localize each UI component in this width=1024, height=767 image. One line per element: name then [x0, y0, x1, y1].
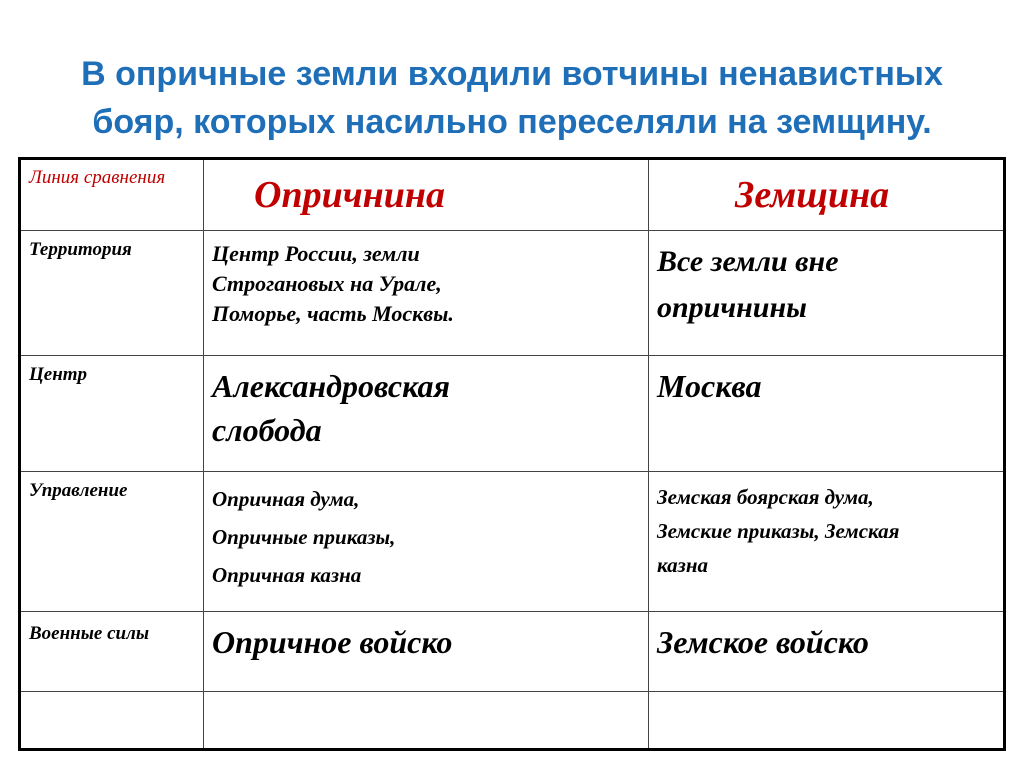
cell-line: казна	[657, 553, 708, 577]
cell-zemshchina	[649, 612, 1005, 692]
row-label: Военные силы	[20, 612, 204, 692]
cell-line: Земские приказы, Земская	[657, 519, 900, 543]
cell-line: Опричная дума,	[212, 487, 360, 511]
cell-oprichnina	[204, 356, 649, 472]
cell-oprichnina	[204, 231, 649, 356]
cell-line: Москва	[657, 368, 762, 404]
cell-line: Центр России, земли	[212, 241, 420, 266]
row-label: Территория	[20, 231, 204, 356]
header-zemshchina: Земщина	[649, 159, 1005, 231]
table-row	[20, 472, 1005, 612]
cell-zemshchina	[649, 692, 1005, 750]
cell-line: Опричное войско	[212, 624, 453, 660]
slide-title	[0, 50, 1024, 146]
cell-line: Земское войско	[657, 624, 869, 660]
cell-oprichnina	[204, 472, 649, 612]
title-line-2: бояр, которых насильно переселяли на земщину.	[92, 103, 932, 141]
cell-line: Поморье, часть Москвы.	[212, 301, 454, 326]
header-comparison-line: Линия сравнения	[20, 159, 204, 231]
table-row-empty	[20, 692, 1005, 750]
cell-zemshchina	[649, 231, 1005, 356]
cell-line: Опричная казна	[212, 563, 362, 587]
comparison-table	[18, 157, 1006, 751]
table-row	[20, 231, 1005, 356]
header-row	[20, 159, 1005, 231]
table-row	[20, 356, 1005, 472]
header-oprichnina: Опричнина	[204, 159, 649, 231]
title-line-1: В опричные земли входили вотчины ненавистных	[81, 55, 943, 93]
row-label	[20, 692, 204, 750]
cell-line: Земская боярская дума,	[657, 485, 874, 509]
table-row	[20, 612, 1005, 692]
cell-line: слобода	[212, 412, 322, 448]
cell-line: Опричные приказы,	[212, 525, 396, 549]
cell-line: опричнины	[657, 291, 807, 324]
row-label: Центр	[20, 356, 204, 472]
cell-line: Александровская	[212, 368, 450, 404]
cell-line: Все земли вне	[657, 245, 839, 278]
cell-oprichnina	[204, 612, 649, 692]
cell-line: Строгановых на Урале,	[212, 271, 442, 296]
cell-oprichnina	[204, 692, 649, 750]
cell-zemshchina	[649, 356, 1005, 472]
cell-zemshchina	[649, 472, 1005, 612]
row-label: Управление	[20, 472, 204, 612]
